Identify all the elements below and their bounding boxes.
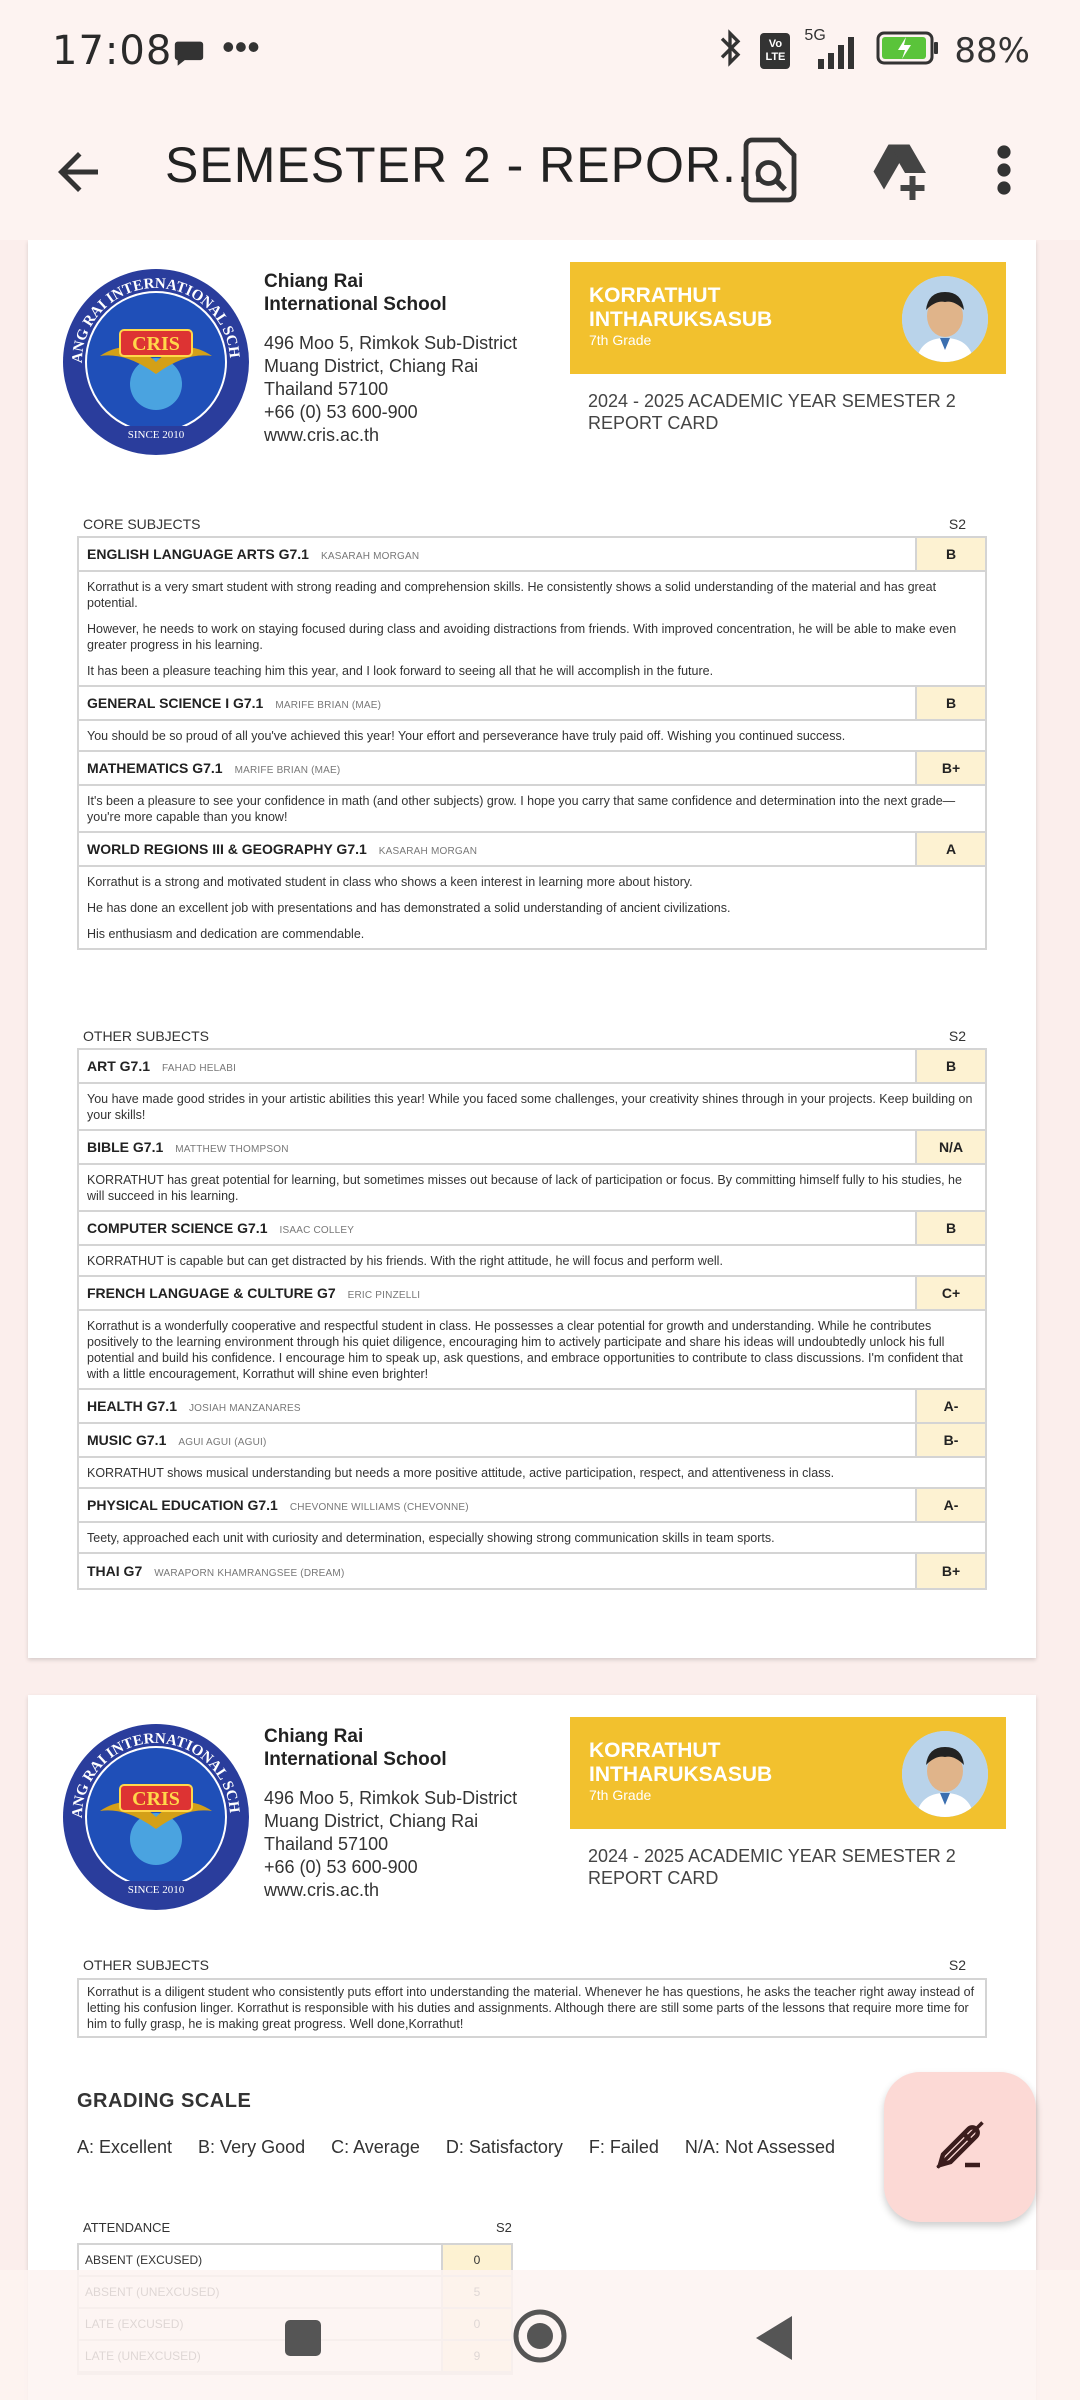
grade-cell: B <box>915 1212 985 1244</box>
student-first-name: KORRATHUT <box>589 1739 721 1762</box>
grade-cell: C+ <box>915 1277 985 1309</box>
subject-name-text: PHYSICAL EDUCATION G7.1 <box>87 1497 278 1513</box>
student-grade-level: 7th Grade <box>589 1787 652 1803</box>
grade-cell: B+ <box>915 1554 985 1588</box>
teacher-comment <box>79 867 985 948</box>
status-bar <box>0 0 1080 100</box>
subject-row <box>79 1131 985 1165</box>
comment-paragraph: It's been a pleasure to see your confidence in math (and other subjects) grow. I hope you carry that same confidence and determination into the next grade—you're more capable than you know! <box>87 794 956 824</box>
subject-name <box>79 546 915 562</box>
subject-row <box>79 1424 985 1458</box>
subject-row <box>79 752 985 786</box>
student-name <box>589 284 829 332</box>
subject-name-text: FRENCH LANGUAGE & CULTURE G7 <box>87 1285 336 1301</box>
other-subjects-continued-table <box>77 1978 987 2038</box>
subject-name <box>79 1285 915 1301</box>
grading-scale-title: GRADING SCALE <box>77 2090 252 2112</box>
comment-paragraph: Korrathut is a strong and motivated student in class who shows a keen interest in learning more about history. <box>87 875 693 889</box>
school-logo <box>60 1721 252 1913</box>
subject-name-text: THAI G7 <box>87 1563 143 1579</box>
subject-name <box>79 695 915 711</box>
grade-cell: B+ <box>915 752 985 784</box>
pen-edit-icon <box>930 2115 990 2180</box>
school-address <box>264 332 517 447</box>
school-website: www.cris.ac.th <box>264 425 380 445</box>
school-name <box>264 270 447 316</box>
attendance-value: 0 <box>441 2245 511 2275</box>
subject-name-text: MUSIC G7.1 <box>87 1432 167 1448</box>
student-info-box <box>570 1717 1006 1829</box>
edit-fab[interactable] <box>884 2072 1036 2222</box>
back-arrow-icon[interactable] <box>48 142 108 202</box>
student-first-name: KORRATHUT <box>589 284 721 307</box>
teacher-name: ISAAC COLLEY <box>279 1225 355 1236</box>
core-subjects-table <box>77 536 987 950</box>
subject-row <box>79 1390 985 1424</box>
student-photo <box>902 276 988 362</box>
other-subjects-heading <box>83 1028 988 1044</box>
clock: 17:08 <box>52 28 173 74</box>
term-label: S2 <box>948 1028 966 1044</box>
grading-scale-item: C: Average <box>331 2137 420 2157</box>
document-title: SEMESTER 2 - REPOR... <box>165 137 767 193</box>
address-line: 496 Moo 5, Rimkok Sub-District <box>264 333 518 353</box>
teacher-name: MARIFE BRIAN (MAE) <box>234 765 341 776</box>
subject-row <box>79 687 985 721</box>
subject-name <box>79 1220 915 1236</box>
comment-paragraph: You have made good strides in your artistic abilities this year! While you faced some challenges, your creativity shines through in your projects. Keep building on your skills! <box>87 1092 973 1122</box>
academic-year-line: 2024 - 2025 ACADEMIC YEAR SEMESTER 2 <box>588 391 956 411</box>
comment-paragraph: His enthusiasm and dedication are commendable. <box>87 927 365 941</box>
add-to-drive-icon[interactable] <box>866 134 938 206</box>
teacher-name: FAHAD HELABI <box>162 1063 237 1074</box>
bluetooth-icon <box>714 28 746 73</box>
subject-name-text: COMPUTER SCIENCE G7.1 <box>87 1220 268 1236</box>
battery-icon <box>876 31 940 70</box>
grading-scale-item: B: Very Good <box>198 2137 306 2157</box>
subject-name <box>79 1139 915 1155</box>
comment-paragraph: You should be so proud of all you've achieved this year! Your effort and perseverance have truly paid off. Wishing you continued success. <box>87 729 846 743</box>
school-website: www.cris.ac.th <box>264 1880 380 1900</box>
teacher-comment <box>79 572 985 687</box>
subject-name-text: ART G7.1 <box>87 1058 151 1074</box>
subject-name-text: BIBLE G7.1 <box>87 1139 164 1155</box>
subject-name <box>79 1398 915 1414</box>
teacher-comment <box>79 1084 985 1131</box>
subject-name <box>79 1497 915 1513</box>
academic-year-line: 2024 - 2025 ACADEMIC YEAR SEMESTER 2 <box>588 1846 956 1866</box>
logo-center-text: CRIS <box>132 333 180 355</box>
section-title: OTHER SUBJECTS <box>83 1028 210 1044</box>
student-name <box>589 1739 829 1787</box>
academic-year <box>588 1845 1008 1889</box>
grade-cell: B- <box>915 1424 985 1456</box>
address-line: Thailand 57100 <box>264 379 389 399</box>
teacher-name: AGUI AGUI (AGUI) <box>178 1437 267 1448</box>
grading-scale-item: A: Excellent <box>77 2137 173 2157</box>
comment-paragraph: Teety, approached each unit with curiosity and determination, especially showing strong communication skills in team sports. <box>87 1531 775 1545</box>
volte-icon: Vo LTE <box>760 33 790 69</box>
back-nav-icon[interactable] <box>752 2314 796 2367</box>
school-phone: +66 (0) 53 600-900 <box>264 1857 418 1877</box>
section-title: OTHER SUBJECTS <box>83 1957 210 1973</box>
school-phone: +66 (0) 53 600-900 <box>264 402 418 422</box>
subject-row <box>79 1212 985 1246</box>
student-last-name: INTHARUKSASUB <box>589 1763 773 1786</box>
school-address <box>264 1787 517 1902</box>
grade-cell: B <box>915 538 985 570</box>
other-subjects-heading <box>83 1957 988 1973</box>
comment-paragraph: It has been a pleasure teaching him this year, and I look forward to seeing all that he will accomplish in the future. <box>87 664 714 678</box>
section-title: ATTENDANCE <box>83 2220 171 2235</box>
school-logo <box>60 266 252 458</box>
subject-name-text: HEALTH G7.1 <box>87 1398 177 1414</box>
comment-paragraph: He has done an excellent job with presentations and has demonstrated a solid understanding of ancient civilizations. <box>87 901 731 915</box>
network-type: 5G <box>804 26 826 44</box>
logo-ring-text: ANG RAI INTERNATIONAL SCH <box>69 275 243 364</box>
grading-scale-item: N/A: Not Assessed <box>684 2137 835 2157</box>
subject-name <box>79 1563 915 1579</box>
teacher-name: MARIFE BRIAN (MAE) <box>275 700 382 711</box>
home-icon[interactable] <box>512 2308 568 2369</box>
subject-name-text: ENGLISH LANGUAGE ARTS G7.1 <box>87 546 309 562</box>
subject-name <box>79 1058 915 1074</box>
report-page-1 <box>28 240 1036 1658</box>
logo-ring-text: ANG RAI INTERNATIONAL SCH <box>69 1730 243 1819</box>
subject-row <box>79 538 985 572</box>
grade-cell: N/A <box>915 1131 985 1163</box>
grade-cell: B <box>915 687 985 719</box>
comment-paragraph: KORRATHUT is capable but can get distracted by his friends. With the right attitude, he will focus and perform well. <box>87 1254 723 1268</box>
subject-row <box>79 1277 985 1311</box>
comment-paragraph: Korrathut is a wonderfully cooperative and respectful student in class. He possesses a clear potential for growth and understanding. While he contributes positively to the learning environment through his quiet diligence, encouraging him to actively participate and share his ideas will undoubtedly unlock his full potential and build his confidence. I encourage him to speak up, ask questions, and embrace opportunities to contribute to class discussions. I'm confident that with a little encouragement, Korrathut will shine even brighter! <box>87 1319 963 1381</box>
battery-percent: 88% <box>954 30 1030 71</box>
grading-scale <box>77 2137 835 2158</box>
teacher-name: KASARAH MORGAN <box>378 846 478 857</box>
teacher-name: WARAPORN KHAMRANGSEE (DREAM) <box>154 1568 345 1579</box>
app-bar <box>0 100 1080 240</box>
teacher-comment <box>79 1523 985 1554</box>
comment-paragraph: Korrathut is a very smart student with strong reading and comprehension skills. He consistently shows a solid understanding of the material and has great potential. <box>87 580 937 610</box>
subject-name-text: GENERAL SCIENCE I G7.1 <box>87 695 264 711</box>
comment-paragraph: However, he needs to work on staying focused during class and avoiding distractions from friends. With improved concentration, he will be able to make even greater progress in his learning. <box>87 622 957 652</box>
teacher-name: JOSIAH MANZANARES <box>188 1403 301 1414</box>
signal-icon <box>804 26 862 71</box>
subject-row <box>79 1489 985 1523</box>
other-subjects-table <box>77 1048 987 1590</box>
address-line: Thailand 57100 <box>264 1834 389 1854</box>
comment-paragraph: KORRATHUT has great potential for learning, but sometimes misses out because of lack of participation or focus. By committing himself fully to his studies, he will succeed in his learning. <box>87 1173 962 1203</box>
teacher-name: ERIC PINZELLI <box>347 1290 421 1301</box>
address-line: 496 Moo 5, Rimkok Sub-District <box>264 1788 518 1808</box>
student-grade-level: 7th Grade <box>589 332 652 348</box>
more-vert-icon[interactable] <box>984 134 1024 206</box>
report-card-label: REPORT CARD <box>588 413 719 433</box>
message-icon <box>172 36 206 75</box>
grade-cell: A- <box>915 1390 985 1422</box>
logo-center-text: CRIS <box>132 1788 180 1810</box>
term-label: S2 <box>496 2220 512 2235</box>
address-line: Muang District, Chiang Rai <box>264 356 479 376</box>
report-header <box>28 240 1036 460</box>
navigation-bar <box>0 2270 1080 2400</box>
logo-since-text: SINCE 2010 <box>127 1884 185 1896</box>
student-info-box <box>570 262 1006 374</box>
teacher-comment: Korrathut is a diligent student who consistently puts effort into understanding the material. Whenever he has questions, he asks the teacher right away instead of letting his confusion linger. Korrathut is responsible with his duties and assignments. Although there are still some parts of the lessons that require more time for him to fully grasp, he is making great progress. Well done,Korrathut! <box>87 1985 975 2031</box>
teacher-comment <box>79 1458 985 1489</box>
teacher-comment <box>79 1246 985 1277</box>
teacher-name: KASARAH MORGAN <box>320 551 420 562</box>
address-line: Muang District, Chiang Rai <box>264 1811 479 1831</box>
school-name-line2: International School <box>264 1749 447 1770</box>
subject-name <box>79 841 915 857</box>
teacher-name: MATTHEW THOMPSON <box>175 1144 289 1155</box>
grade-cell: A- <box>915 1489 985 1521</box>
student-photo <box>902 1731 988 1817</box>
grading-scale-item: D: Satisfactory <box>445 2137 563 2157</box>
academic-year <box>588 390 1008 434</box>
school-name <box>264 1725 447 1771</box>
subject-name <box>79 1432 915 1448</box>
overflow-notifications: ••• <box>222 26 260 67</box>
teacher-comment <box>79 1165 985 1212</box>
grade-cell: B <box>915 1050 985 1082</box>
teacher-comment <box>79 1311 985 1390</box>
teacher-comment <box>79 786 985 833</box>
teacher-comment <box>79 721 985 752</box>
subject-row <box>79 1050 985 1084</box>
report-card-label: REPORT CARD <box>588 1868 719 1888</box>
recents-icon[interactable] <box>283 2318 323 2363</box>
core-subjects-heading <box>83 516 988 532</box>
subject-name-text: WORLD REGIONS III & GEOGRAPHY G7.1 <box>87 841 367 857</box>
teacher-name: CHEVONNE WILLIAMS (CHEVONNE) <box>289 1502 469 1513</box>
attendance-heading <box>83 2220 512 2235</box>
subject-name-text: MATHEMATICS G7.1 <box>87 760 223 776</box>
grading-scale-item: F: Failed <box>588 2137 659 2157</box>
term-label: S2 <box>948 1957 966 1973</box>
attendance-label: ABSENT (EXCUSED) <box>85 2253 203 2267</box>
subject-row <box>79 833 985 867</box>
school-name-line2: International School <box>264 294 447 315</box>
report-header <box>28 1695 1036 1915</box>
school-name-line1: Chiang Rai <box>264 271 364 292</box>
subject-row <box>79 1554 985 1588</box>
section-title: CORE SUBJECTS <box>83 516 201 532</box>
search-document-icon[interactable] <box>734 134 806 206</box>
logo-since-text: SINCE 2010 <box>127 429 185 441</box>
term-label: S2 <box>948 516 966 532</box>
grade-cell: A <box>915 833 985 865</box>
comment-paragraph: KORRATHUT shows musical understanding but needs a more positive attitude, active participation, respect, and attentiveness in class. <box>87 1466 835 1480</box>
school-name-line1: Chiang Rai <box>264 1726 364 1747</box>
student-last-name: INTHARUKSASUB <box>589 308 773 331</box>
subject-name <box>79 760 915 776</box>
